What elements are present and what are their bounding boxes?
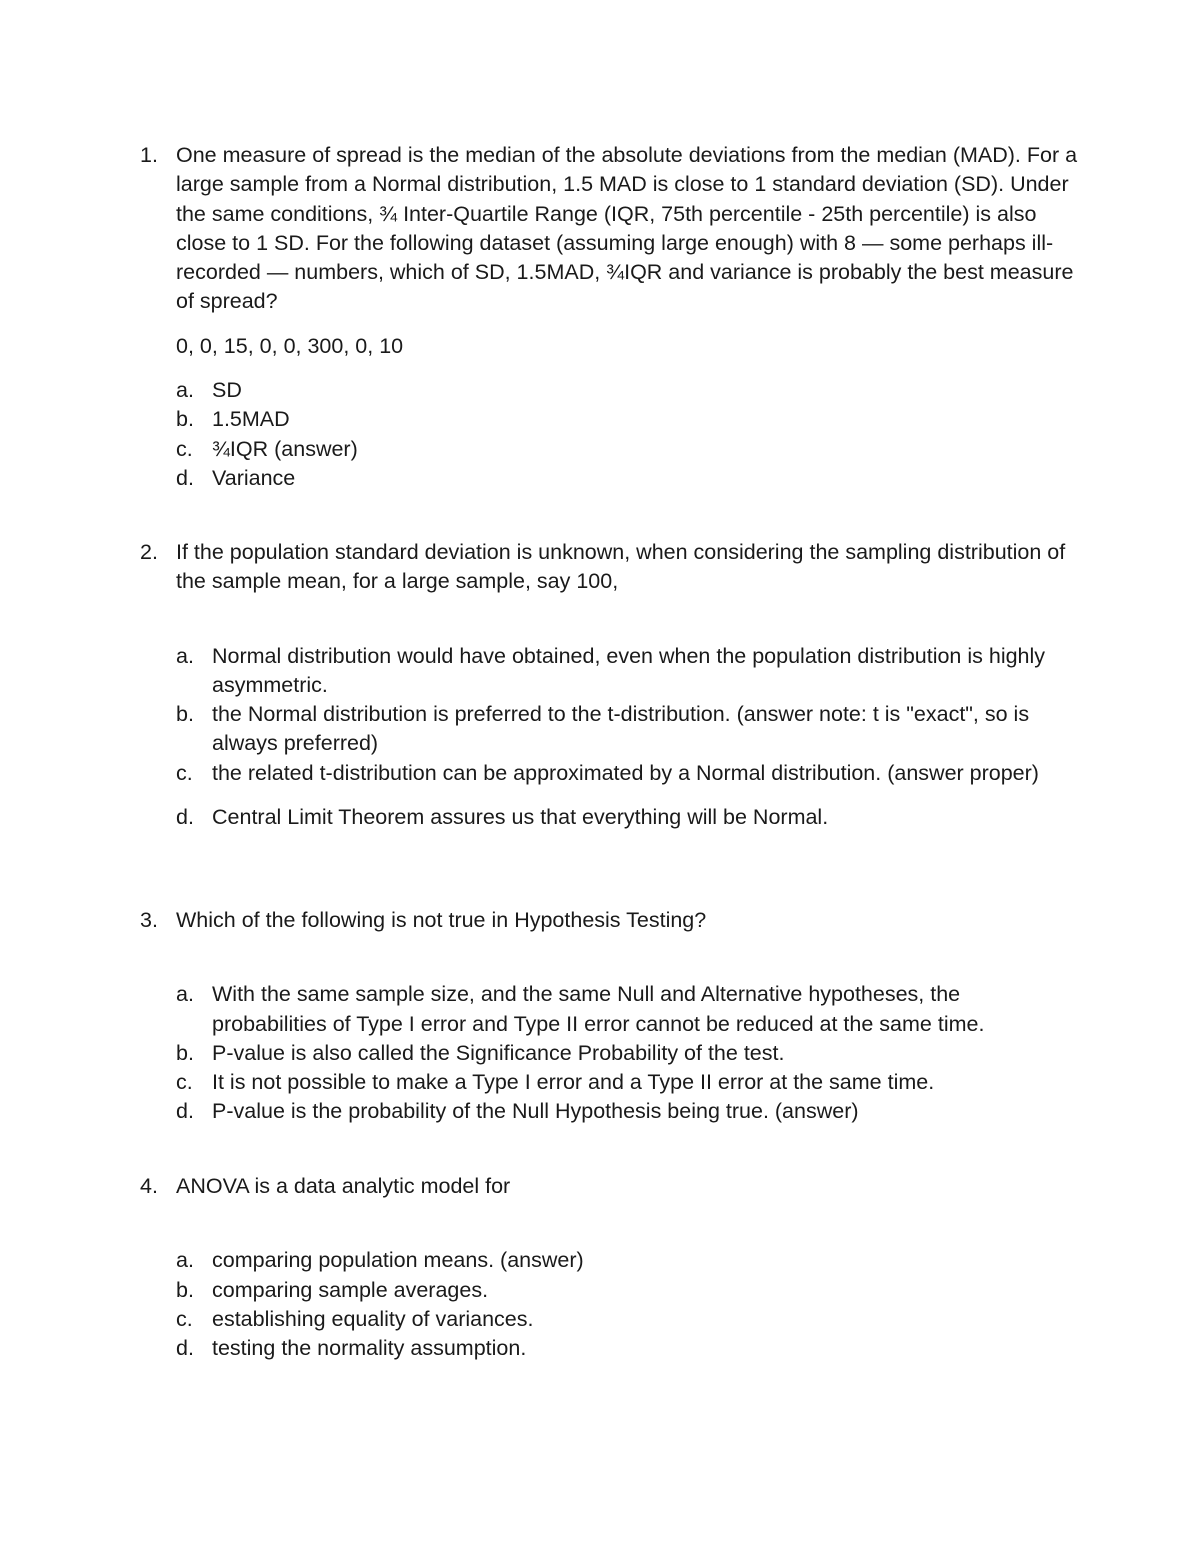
option-text: the Normal distribution is preferred to the t-distribution. (answer note: t is "exact", so is always preferred) — [212, 702, 1030, 756]
option-text: ¾IQR (answer) — [212, 436, 358, 461]
option-c — [176, 759, 1080, 788]
question-number: 2. — [140, 540, 158, 564]
option-letter: a. — [176, 378, 194, 403]
question-1 — [140, 141, 1080, 493]
option-letter: d. — [176, 1336, 194, 1361]
question-text: Which of the following is not true in Hypothesis Testing? — [176, 908, 707, 932]
option-letter: a. — [176, 643, 194, 668]
option-letter: d. — [176, 465, 194, 490]
option-text: the related t-distribution can be approximated by a Normal distribution. (answer proper) — [212, 760, 1039, 785]
option-text: SD — [212, 378, 242, 403]
option-a — [176, 980, 1080, 1039]
option-letter: b. — [176, 702, 194, 727]
option-b — [176, 405, 1080, 434]
option-a — [176, 642, 1080, 701]
option-letter: d. — [176, 1099, 194, 1124]
option-letter: d. — [176, 805, 194, 830]
option-b — [176, 1039, 1080, 1068]
option-text: P-value is also called the Significance Probability of the test. — [212, 1040, 785, 1065]
option-d — [176, 464, 1080, 493]
option-b — [176, 700, 1080, 759]
option-text: With the same sample size, and the same Null and Alternative hypotheses, the probabilities of Type I error and Type II error cannot be reduced at the same time. — [212, 982, 985, 1036]
option-letter: a. — [176, 1248, 194, 1273]
option-a — [176, 376, 1080, 405]
option-d — [176, 1334, 1080, 1363]
option-list — [176, 980, 1080, 1126]
question-text: If the population standard deviation is unknown, when considering the sampling distribution of the sample mean, for a large sample, say 100, — [176, 540, 1066, 594]
dataset-values: 0, 0, 15, 0, 0, 300, 0, 10 — [176, 333, 404, 358]
question-3 — [140, 906, 1080, 1127]
question-number: 4. — [140, 1174, 158, 1198]
option-b — [176, 1276, 1080, 1305]
option-text: comparing sample averages. — [212, 1277, 489, 1302]
option-text: establishing equality of variances. — [212, 1306, 534, 1331]
option-text: P-value is the probability of the Null Hypothesis being true. (answer) — [212, 1099, 859, 1124]
option-d — [176, 803, 1080, 832]
question-number: 1. — [140, 143, 158, 167]
option-letter: c. — [176, 436, 193, 461]
option-text: comparing population means. (answer) — [212, 1248, 584, 1273]
option-letter: c. — [176, 760, 193, 785]
option-letter: b. — [176, 407, 194, 432]
option-list — [176, 376, 1080, 493]
option-c — [176, 435, 1080, 464]
option-letter: b. — [176, 1040, 194, 1065]
question-text: ANOVA is a data analytic model for — [176, 1174, 511, 1198]
option-letter: b. — [176, 1277, 194, 1302]
question-number: 3. — [140, 908, 158, 932]
option-letter: a. — [176, 982, 194, 1007]
option-text: testing the normality assumption. — [212, 1336, 527, 1361]
option-text: Central Limit Theorem assures us that everything will be Normal. — [212, 805, 829, 830]
option-c — [176, 1305, 1080, 1334]
option-d — [176, 1097, 1080, 1126]
option-text: 1.5MAD — [212, 407, 290, 432]
option-letter: c. — [176, 1070, 193, 1095]
question-4 — [140, 1172, 1080, 1363]
option-text: It is not possible to make a Type I error and a Type II error at the same time. — [212, 1070, 935, 1095]
option-letter: c. — [176, 1306, 193, 1331]
option-text: Normal distribution would have obtained, even when the population distribution is highly asymmetric. — [212, 643, 1046, 697]
question-text: One measure of spread is the median of the absolute deviations from the median (MAD). For a large sample from a Normal distribution, 1.5 MAD is close to 1 standard deviation (SD). Under the same conditions, ¾ Inter-Quartile Range (IQR, 75th percentile - 25th percentile) is also close to 1 SD. For the following dataset (assuming large enough) with 8 — some perhaps ill-recorded — numbers, which of SD, 1.5MAD, ¾IQR and variance is probably the best measure of spread? — [176, 143, 1078, 314]
option-c — [176, 1068, 1080, 1097]
option-list — [176, 1246, 1080, 1363]
option-text: Variance — [212, 465, 296, 490]
option-list — [176, 642, 1080, 833]
question-2 — [140, 538, 1080, 832]
option-a — [176, 1246, 1080, 1275]
